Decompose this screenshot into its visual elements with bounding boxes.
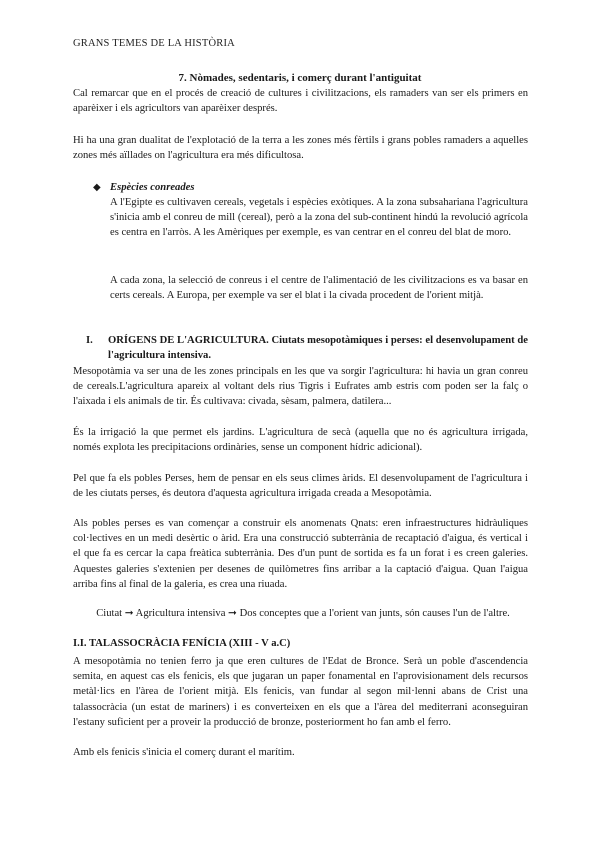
summary-line: Ciutat ➞ Agricultura intensiva ➞ Dos conceptes que a l'orient van junts, són causes l'un de l'altre. (96, 608, 510, 619)
bullet-paragraph-1: A l'Egipte es cultivaven cereals, vegetals i espècies exòtiques. A la zona subsahariana l'agricultura s'inicia amb el conreu de mill (cereal), però a la zona del sub-continent hindú la revolució agrícola es centra en l'arròs. A les Amèriques per exemple, es van centrar en el conreu del blat de moro. (110, 197, 528, 239)
section-number: I. (86, 335, 93, 346)
section2-paragraph-2: Amb els fenicis s'inicia el comerç durant el marítim. (73, 747, 295, 758)
section1-paragraph-2: És la irrigació la que permet els jardins. L'agricultura de secà (aquella que no és agricultura irrigada, només explota les precipitacions ordinàries, sense un component hídric adicional). (73, 427, 528, 454)
bullet-heading: Espècies conreades (110, 182, 195, 193)
section1-paragraph-3: Pel que fa els pobles Perses, hem de pensar en els seus climes àrids. El desenvolupament de l'agricultura i de les ciutats perses, és deutora d'aquesta agricultura irrigada creada a Mesopotàmia. (73, 473, 528, 500)
section1-paragraph-4: Als pobles perses es van començar a construir els anomenats Qnats: eren infraestructures hidràuliques col·lectives en un medi desèrtic o àrid. Era una construcció subterrània de recaptació d'aigua, és vertical i el que fa es cercar la capa freàtica subterrània. Des d'un punt de sortida es fa un forat i es creen galeries. Aquestes galeries s'extenien per desenes de quilòmetres fins arribar a la captació d'aigua. Quan l'aigua arriba fins al final de la galeria, es crea una riuada. (73, 518, 528, 590)
subsection-title: I.I. TALASSOCRÀCIA FENÍCIA (XIII - V a.C) (73, 638, 291, 649)
chapter-title: 7. Nòmades, sedentaris, i comerç durant l'antiguitat (178, 72, 422, 84)
section2-paragraph-1: A mesopotàmia no tenien ferro ja que eren cultures de l'Edat de Bronce. Serà un poble d'ascendencia semita, en aquest cas els fenicis, els que jugaran un paper fonamental en l'aprovisionament dels recursos metàl·lics en l'àrea de l'orient mitjà. Els fenicis, van fundar al segon mil·lenni abans de Crist una talassocràcia (un estat de mariners) i es converteixen en els que a l'àrea del mediterrani aconseguiran l'estany suficient per a proveir la producció de bronze, posteriorment ho fan amb el ferro. (73, 656, 528, 728)
intro-paragraph-1: Cal remarcar que en el procés de creació de cultures i civilitzacions, els ramaders van ser els primers en aparèixer i els agricultors van aparèixer després. (73, 88, 528, 115)
bullet-paragraph-2: A cada zona, la selecció de conreus i el centre de l'alimentació de les civilitzacions es va basar en certs cereals. A Europa, per exemple va ser el blat i la civada procedent de l'orient mitjà. (110, 275, 528, 302)
running-header: GRANS TEMES DE LA HISTÒRIA (73, 38, 235, 49)
section1-paragraph-1: Mesopotàmia va ser una de les zones principals en les que va sorgir l'agricultura: hi havia un gran conreu de cereals.L'agricultura apareix al voltant dels rius Tigris i Eufrates amb estris com poden ser la falç o l'aixada i els animals de tir. És cultivava: civada, sèsam, palmera, datilera... (73, 366, 528, 408)
section-title: ORÍGENS DE L'AGRICULTURA. Ciutats mesopotàmiques i perses: el desenvolupament de l'agricultura intensiva. (108, 335, 528, 362)
diamond-bullet-icon: ◆ (93, 182, 101, 193)
intro-paragraph-2: Hi ha una gran dualitat de l'explotació de la terra a les zones més fèrtils i grans pobles ramaders a aquelles zones més aïllades on l'agricultura era més dificultosa. (73, 135, 528, 162)
